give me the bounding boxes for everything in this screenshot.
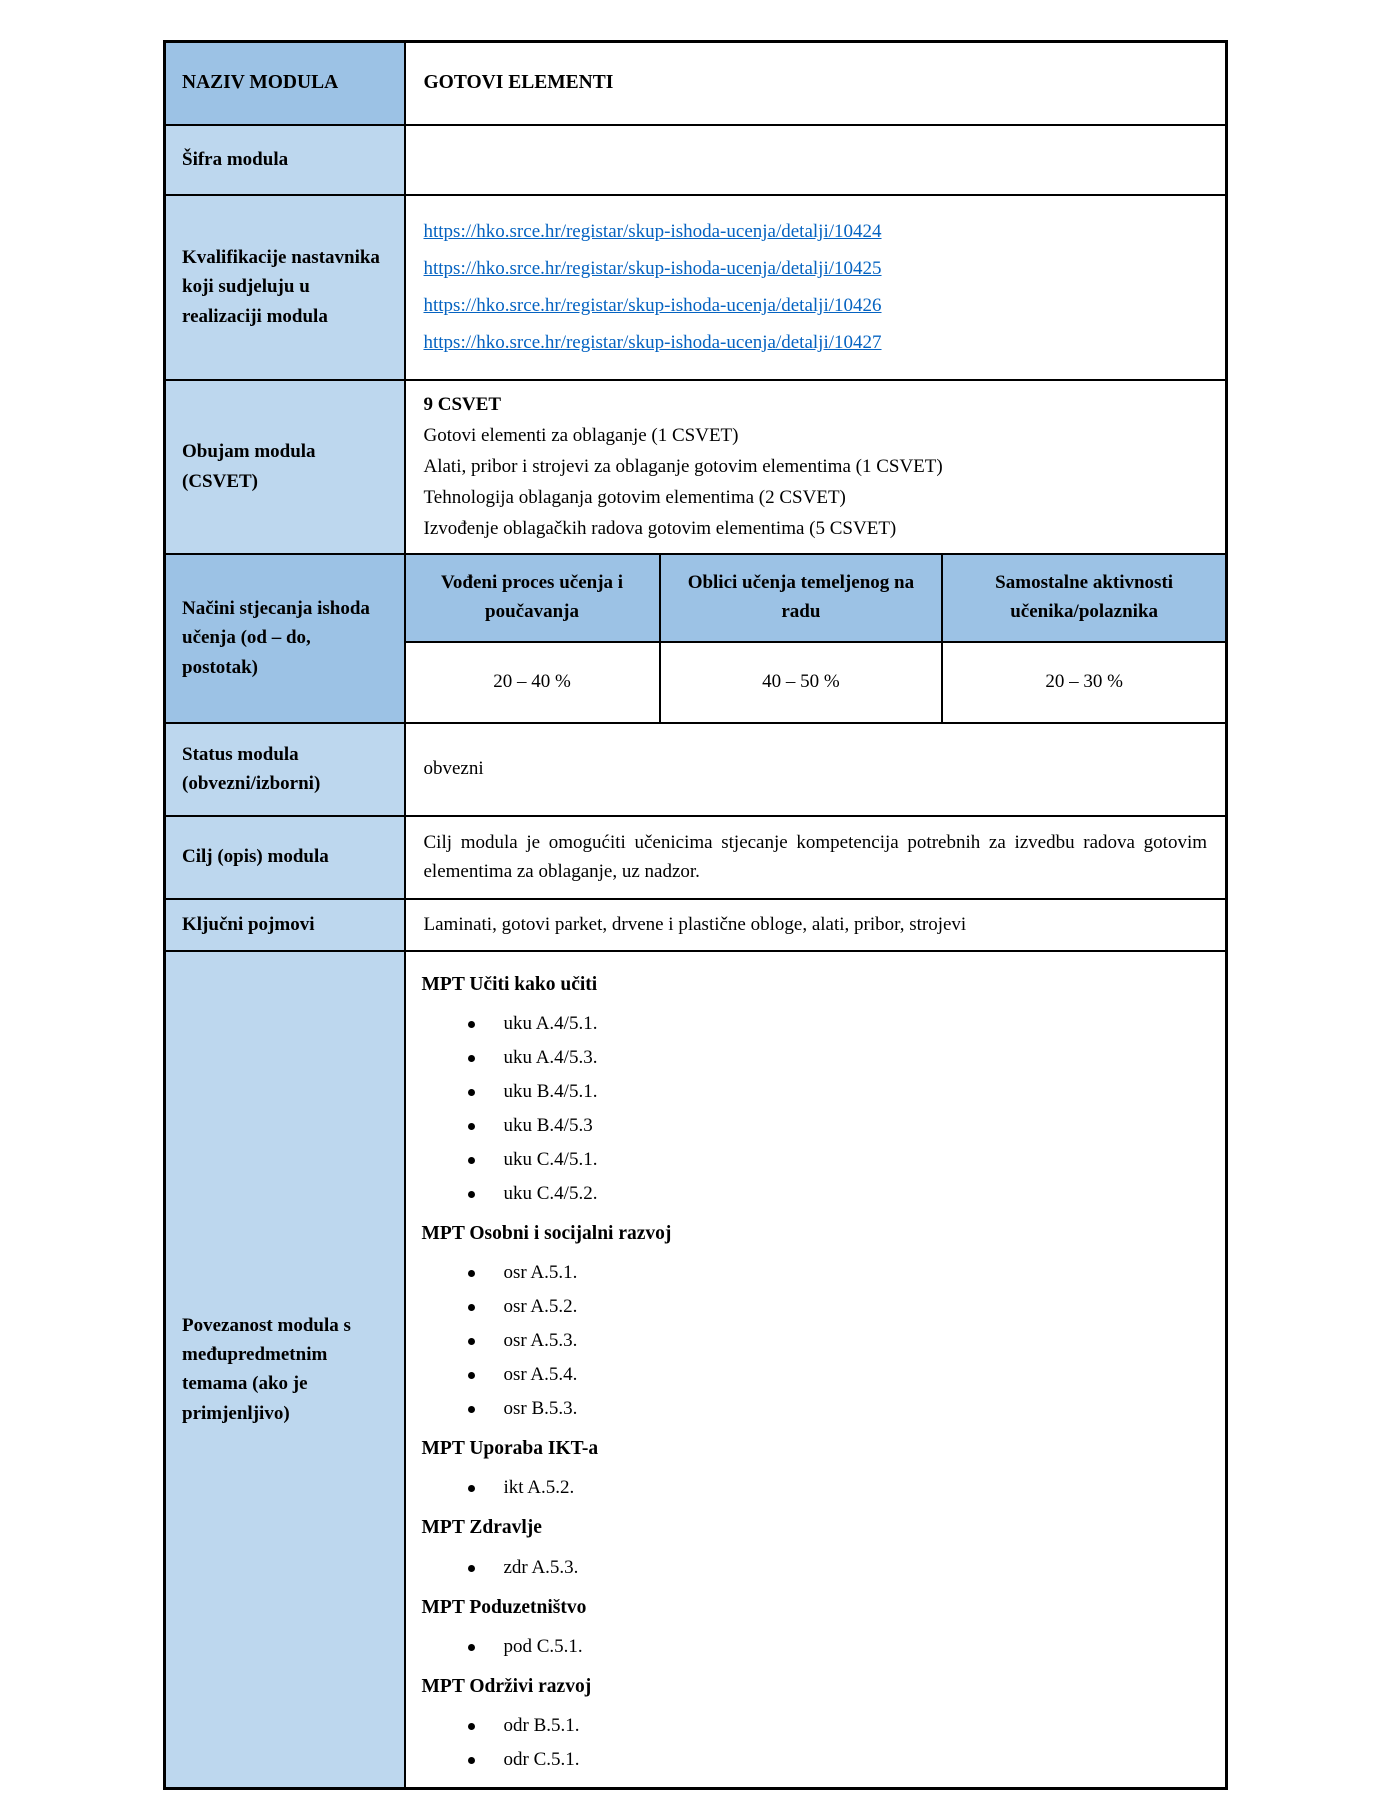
bullet-item: uku C.4/5.1. — [422, 1143, 1210, 1177]
bullet-item: osr A.5.4. — [422, 1358, 1210, 1392]
bullet-item: uku A.4/5.1. — [422, 1007, 1210, 1041]
csvet-unit: Alati, pribor i strojevi za oblaganje gotovim elementima (1 CSVET) — [423, 456, 943, 477]
row-nacini-stjecanja — [165, 554, 1227, 723]
mpt-group-list — [422, 1630, 1210, 1664]
mpt-group-heading: MPT Održivi razvoj — [421, 1675, 592, 1697]
bullet-item: odr B.5.1. — [422, 1709, 1210, 1743]
row-obujam-modula — [165, 380, 1227, 554]
mpt-group-list — [422, 1471, 1210, 1505]
percent-value-oblici: 40 – 50 % — [660, 642, 943, 722]
module-title: GOTOVI ELEMENTI — [423, 72, 614, 94]
hyperlink-10426[interactable]: https://hko.srce.hr/registar/skup-ishoda-ucenja/detalji/10426 — [423, 295, 882, 316]
percent-col-header-vodeni: Vođeni proces učenja i poučavanja — [406, 555, 660, 642]
hyperlink-10425[interactable]: https://hko.srce.hr/registar/skup-ishoda-ucenja/detalji/10425 — [423, 258, 882, 279]
mpt-group-heading: MPT Učiti kako učiti — [421, 973, 598, 995]
percent-value-samostalne: 20 – 30 % — [942, 642, 1225, 722]
percent-col-header-oblici: Oblici učenja temeljenog na radu — [660, 555, 943, 642]
kvalifikacije-label: Kvalifikacije nastavnika koji sudjeluju u realizaciji modula — [165, 195, 405, 380]
mpt-group-heading: MPT Osobni i socijalni razvoj — [421, 1222, 672, 1244]
kljucni-pojmovi-value: Laminati, gotovi parket, drvene i plastične obloge, alati, pribor, strojevi — [405, 899, 1227, 951]
obujam-modula-value-cell — [405, 380, 1227, 554]
mpt-group-list — [422, 1256, 1210, 1426]
row-naziv-modula — [165, 42, 1227, 125]
kvalifikacije-links-cell — [405, 195, 1227, 380]
mpt-group-list — [422, 1709, 1210, 1777]
bullet-item: osr A.5.2. — [422, 1290, 1210, 1324]
bullet-item: odr C.5.1. — [422, 1743, 1210, 1777]
mpt-group-heading: MPT Uporaba IKT-a — [421, 1438, 599, 1460]
bullet-item: ikt A.5.2. — [422, 1471, 1210, 1505]
bullet-item: uku A.4/5.3. — [422, 1041, 1210, 1075]
bullet-item: uku C.4/5.2. — [422, 1177, 1210, 1211]
sifra-modula-value-cell — [405, 125, 1227, 195]
bullet-item: osr B.5.3. — [422, 1392, 1210, 1426]
nacini-stjecanja-label: Načini stjecanja ishoda učenja (od – do, postotak) — [165, 554, 405, 723]
nacini-subtable-cell — [405, 554, 1227, 723]
status-modula-value: obvezni — [405, 723, 1227, 816]
bullet-item: osr A.5.3. — [422, 1324, 1210, 1358]
hyperlink-10424[interactable]: https://hko.srce.hr/registar/skup-ishoda-ucenja/detalji/10424 — [423, 221, 882, 242]
row-povezanost-mpt — [165, 951, 1227, 1789]
mpt-group-list — [422, 1551, 1210, 1585]
status-modula-label: Status modula (obvezni/izborni) — [165, 723, 405, 816]
row-kvalifikacije — [165, 195, 1227, 380]
percent-value-row — [406, 642, 1226, 722]
percent-header-row — [406, 555, 1226, 642]
kljucni-pojmovi-label: Ključni pojmovi — [165, 899, 405, 951]
cilj-modula-label: Cilj (opis) modula — [165, 816, 405, 899]
module-table — [163, 40, 1228, 1790]
povezanost-mpt-label: Povezanost modula s međupredmetnim temama (ako je primjenljivo) — [165, 951, 405, 1789]
naziv-modula-value-cell — [405, 42, 1227, 125]
bullet-item: zdr A.5.3. — [422, 1551, 1210, 1585]
mpt-group-heading: MPT Zdravlje — [421, 1517, 542, 1539]
hyperlink-10427[interactable]: https://hko.srce.hr/registar/skup-ishoda-ucenja/detalji/10427 — [423, 332, 882, 353]
csvet-total: 9 CSVET — [423, 394, 502, 415]
row-sifra-modula — [165, 125, 1227, 195]
row-cilj-modula — [165, 816, 1227, 899]
obujam-modula-label: Obujam modula (CSVET) — [165, 380, 405, 554]
mpt-group-list — [422, 1007, 1210, 1211]
row-kljucni-pojmovi — [165, 899, 1227, 951]
csvet-unit: Gotovi elementi za oblaganje (1 CSVET) — [423, 425, 739, 446]
bullet-item: pod C.5.1. — [422, 1630, 1210, 1664]
naziv-modula-label: NAZIV MODULA — [165, 42, 405, 125]
povezanost-mpt-content — [405, 951, 1227, 1789]
bullet-item: uku B.4/5.3 — [422, 1109, 1210, 1143]
percent-subtable — [406, 555, 1226, 722]
csvet-unit: Tehnologija oblaganja gotovim elementima (2 CSVET) — [423, 487, 846, 508]
bullet-item: osr A.5.1. — [422, 1256, 1210, 1290]
percent-value-vodeni: 20 – 40 % — [406, 642, 660, 722]
sifra-modula-label: Šifra modula — [165, 125, 405, 195]
percent-col-header-samostalne: Samostalne aktivnosti učenika/polaznika — [942, 555, 1225, 642]
mpt-group-heading: MPT Poduzetništvo — [421, 1596, 587, 1618]
bullet-item: uku B.4/5.1. — [422, 1075, 1210, 1109]
row-status-modula — [165, 723, 1227, 816]
cilj-modula-value: Cilj modula je omogućiti učenicima stjecanje kompetencija potrebnih za izvedbu radova gotovim elementima za oblaganje, uz nadzor. — [405, 816, 1227, 899]
csvet-unit: Izvođenje oblagačkih radova gotovim elementima (5 CSVET) — [423, 518, 897, 539]
